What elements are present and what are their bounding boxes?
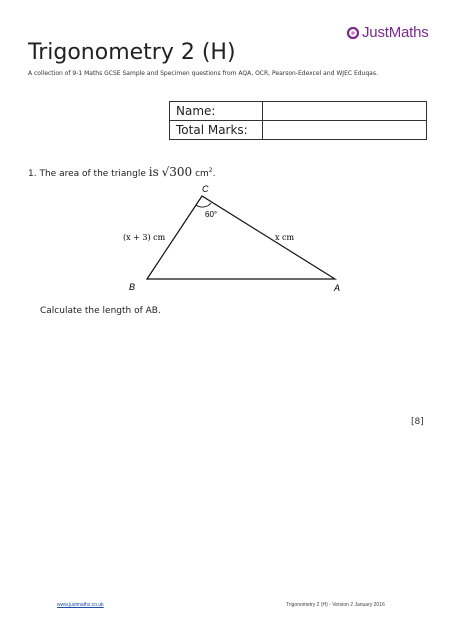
question-instruction: Calculate the length of AB.	[40, 306, 161, 316]
logo-text: JustMaths	[362, 24, 429, 41]
question-is-word: is	[148, 165, 159, 179]
footer-website-link[interactable]: www.justmaths.co.uk	[57, 602, 104, 608]
page-subtitle: A collection of 9-1 Maths GCSE Sample and Specimen questions from AQA, OCR, Pearson-Edexcel and WJEC Eduqas.	[28, 70, 378, 77]
question-marks: [8]	[411, 417, 424, 427]
area-unit: cm	[195, 169, 209, 179]
footer-version-text: Trigonometry 2 (H) - Version 2 January 2016	[286, 602, 385, 608]
total-marks-label: Total Marks:	[170, 121, 263, 140]
side-ca-label: x cm	[275, 233, 295, 242]
question-end: .	[212, 169, 216, 179]
area-unit-power: 2	[208, 167, 213, 174]
name-label: Name:	[170, 102, 263, 121]
triangle-shape	[147, 196, 335, 279]
vertex-b-label: B	[129, 282, 136, 292]
vertex-c-label: C	[202, 184, 209, 194]
question-text-start: The area of the triangle	[39, 169, 146, 179]
area-value: √300	[161, 165, 193, 179]
page-title: Trigonometry 2 (H)	[28, 40, 236, 65]
vertex-a-label: A	[334, 283, 341, 293]
side-bc-label: (x + 3) cm	[123, 233, 166, 242]
question-number: 1.	[28, 169, 37, 179]
angle-label: 60°	[205, 210, 218, 219]
angle-arc	[196, 203, 211, 207]
